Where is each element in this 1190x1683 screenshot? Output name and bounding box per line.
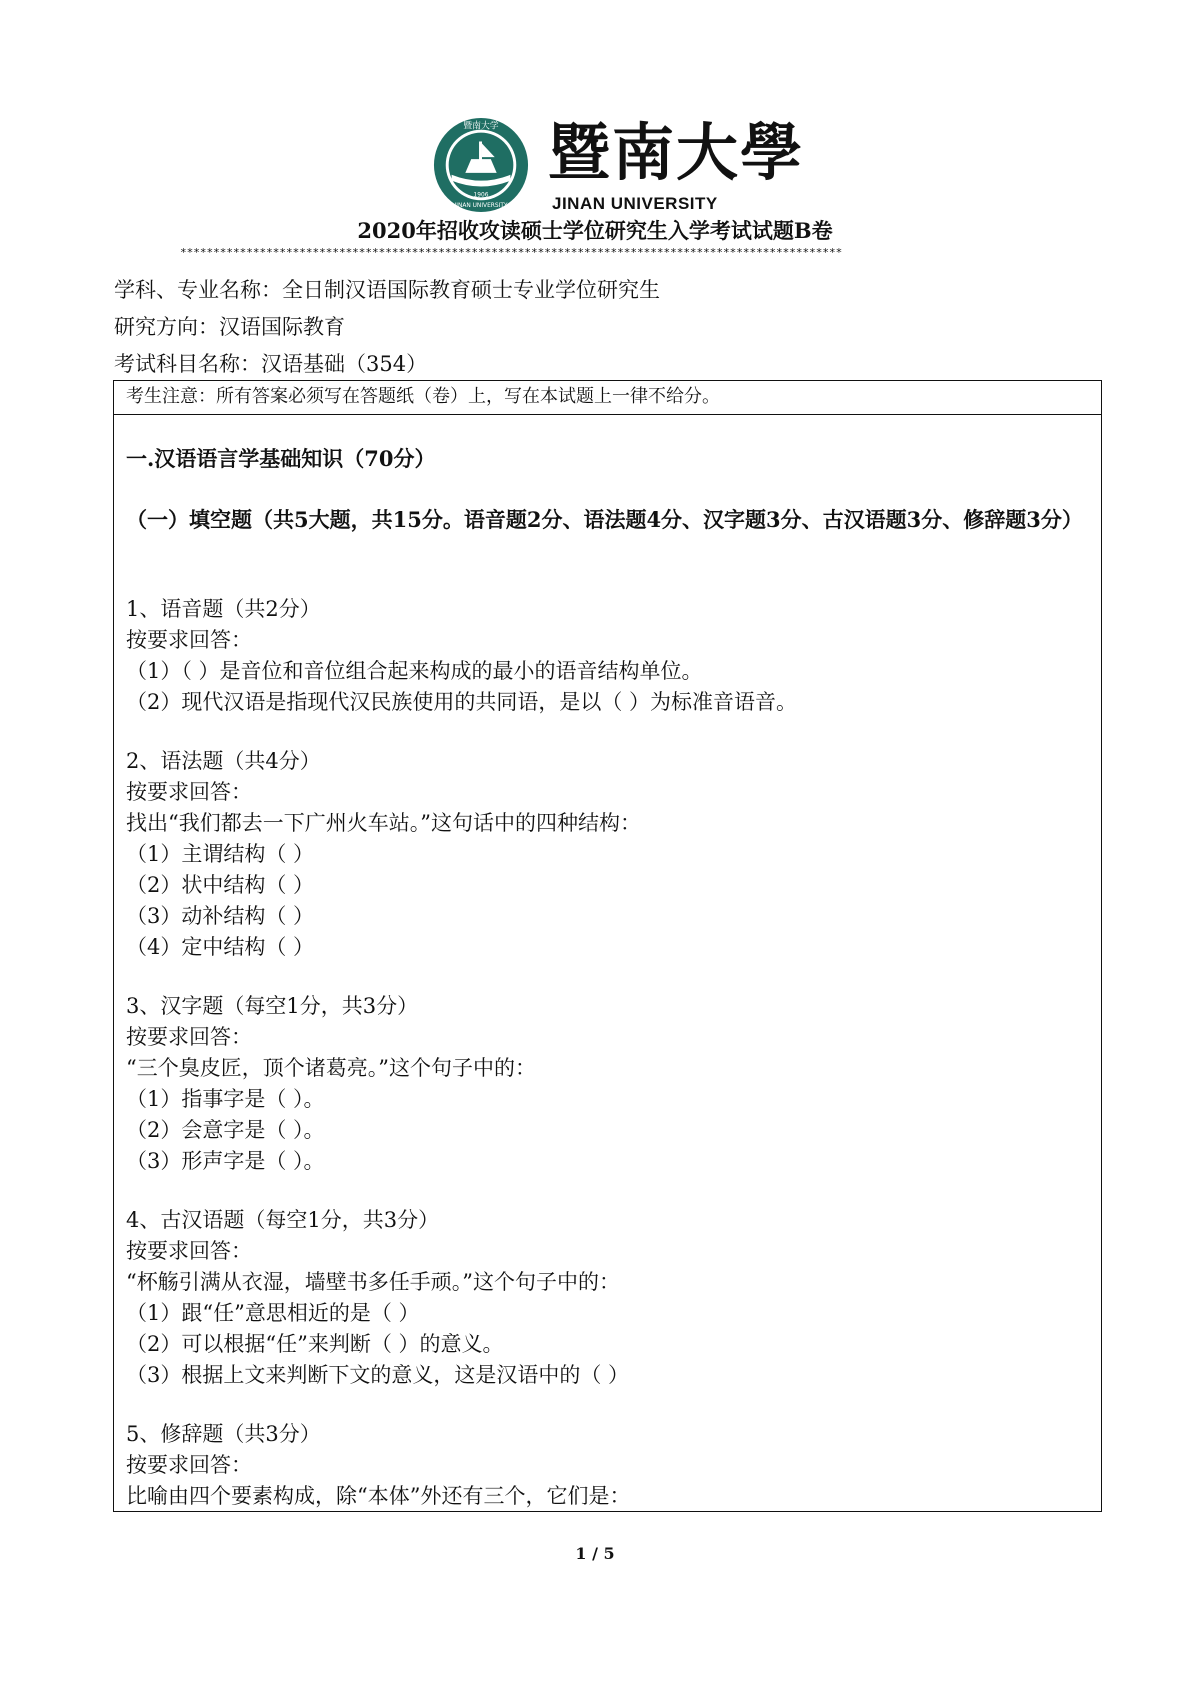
question-item: （1）（ ）是音位和音位组合起来构成的最小的语音结构单位。 xyxy=(126,659,703,683)
exam-title: 2020年招收攻读硕士学位研究生入学考试试题B卷 xyxy=(357,218,833,243)
question-stem: “三个臭皮匠，顶个诸葛亮。”这个句子中的： xyxy=(126,1056,536,1080)
question-item: （2）现代汉语是指现代汉民族使用的共同语，是以（ ）为标准音语音。 xyxy=(126,690,798,714)
question-item: （2）会意字是（ ）。 xyxy=(126,1118,325,1142)
question-item: （1）主谓结构（ ） xyxy=(126,842,315,866)
question-title: 3、汉字题（每空1分，共3分） xyxy=(126,994,419,1018)
svg-text:JINAN UNIVERSITY: JINAN UNIVERSITY xyxy=(454,203,508,210)
question-item: （3）形声字是（ ）。 xyxy=(126,1149,325,1173)
question-instruction: 按要求回答： xyxy=(126,1453,252,1477)
question-item: （1）指事字是（ ）。 xyxy=(126,1087,325,1111)
candidate-notice: 考生注意：所有答案必须写在答题纸（卷）上，写在本试题上一律不给分。 xyxy=(126,386,720,407)
question-item: （2）状中结构（ ） xyxy=(126,873,315,897)
question-title: 5、修辞题（共3分） xyxy=(126,1422,321,1446)
question-instruction: 按要求回答： xyxy=(126,628,252,652)
university-name-cn: 暨南大學 xyxy=(548,116,805,189)
question-stem: “杯觞引满从衣湿，墙壁书多任手顽。”这个句子中的： xyxy=(126,1270,620,1294)
research-direction: 研究方向：汉语国际教育 xyxy=(114,315,345,339)
question-title: 1、语音题（共2分） xyxy=(126,597,321,621)
major-name: 学科、专业名称：全日制汉语国际教育硕士专业学位研究生 xyxy=(114,278,660,302)
exam-subject: 考试科目名称：汉语基础（354） xyxy=(114,352,428,376)
question-item: （3）动补结构（ ） xyxy=(126,904,315,928)
part-heading: （一）填空题（共5大题，共15分。语音题2分、语法题4分、汉字题3分、古汉语题3分、修辞题3分） xyxy=(126,507,1083,532)
question-item: （1）跟“任”意思相近的是（ ） xyxy=(126,1301,420,1325)
question-title: 2、语法题（共4分） xyxy=(126,749,321,773)
question-instruction: 按要求回答： xyxy=(126,1025,252,1049)
question-title: 4、古汉语题（每空1分，共3分） xyxy=(126,1208,440,1232)
question-item: （2）可以根据“任”来判断（ ）的意义。 xyxy=(126,1332,504,1356)
exam-content-box xyxy=(113,380,1102,1512)
page-number: 1 / 5 xyxy=(575,1544,615,1563)
question-stem: 找出“我们都去一下广州火车站。”这句话中的四种结构： xyxy=(126,811,641,835)
university-seal-icon xyxy=(432,116,530,214)
question-instruction: 按要求回答： xyxy=(126,780,252,804)
star-divider: **************************************************************************************************** xyxy=(180,246,843,259)
section-heading: 一.汉语语言学基础知识（70分） xyxy=(126,446,436,471)
university-name-en: JINAN UNIVERSITY xyxy=(552,194,718,213)
notice-row xyxy=(114,381,1101,415)
question-instruction: 按要求回答： xyxy=(126,1239,252,1263)
question-item: （3）根据上文来判断下文的意义，这是汉语中的（ ） xyxy=(126,1363,630,1387)
university-header xyxy=(0,112,1190,222)
svg-text:1906: 1906 xyxy=(473,192,489,199)
svg-text:暨南大学: 暨南大学 xyxy=(463,121,499,132)
question-item: （4）定中结构（ ） xyxy=(126,935,315,959)
question-stem: 比喻由四个要素构成，除“本体”外还有三个，它们是： xyxy=(126,1484,631,1508)
